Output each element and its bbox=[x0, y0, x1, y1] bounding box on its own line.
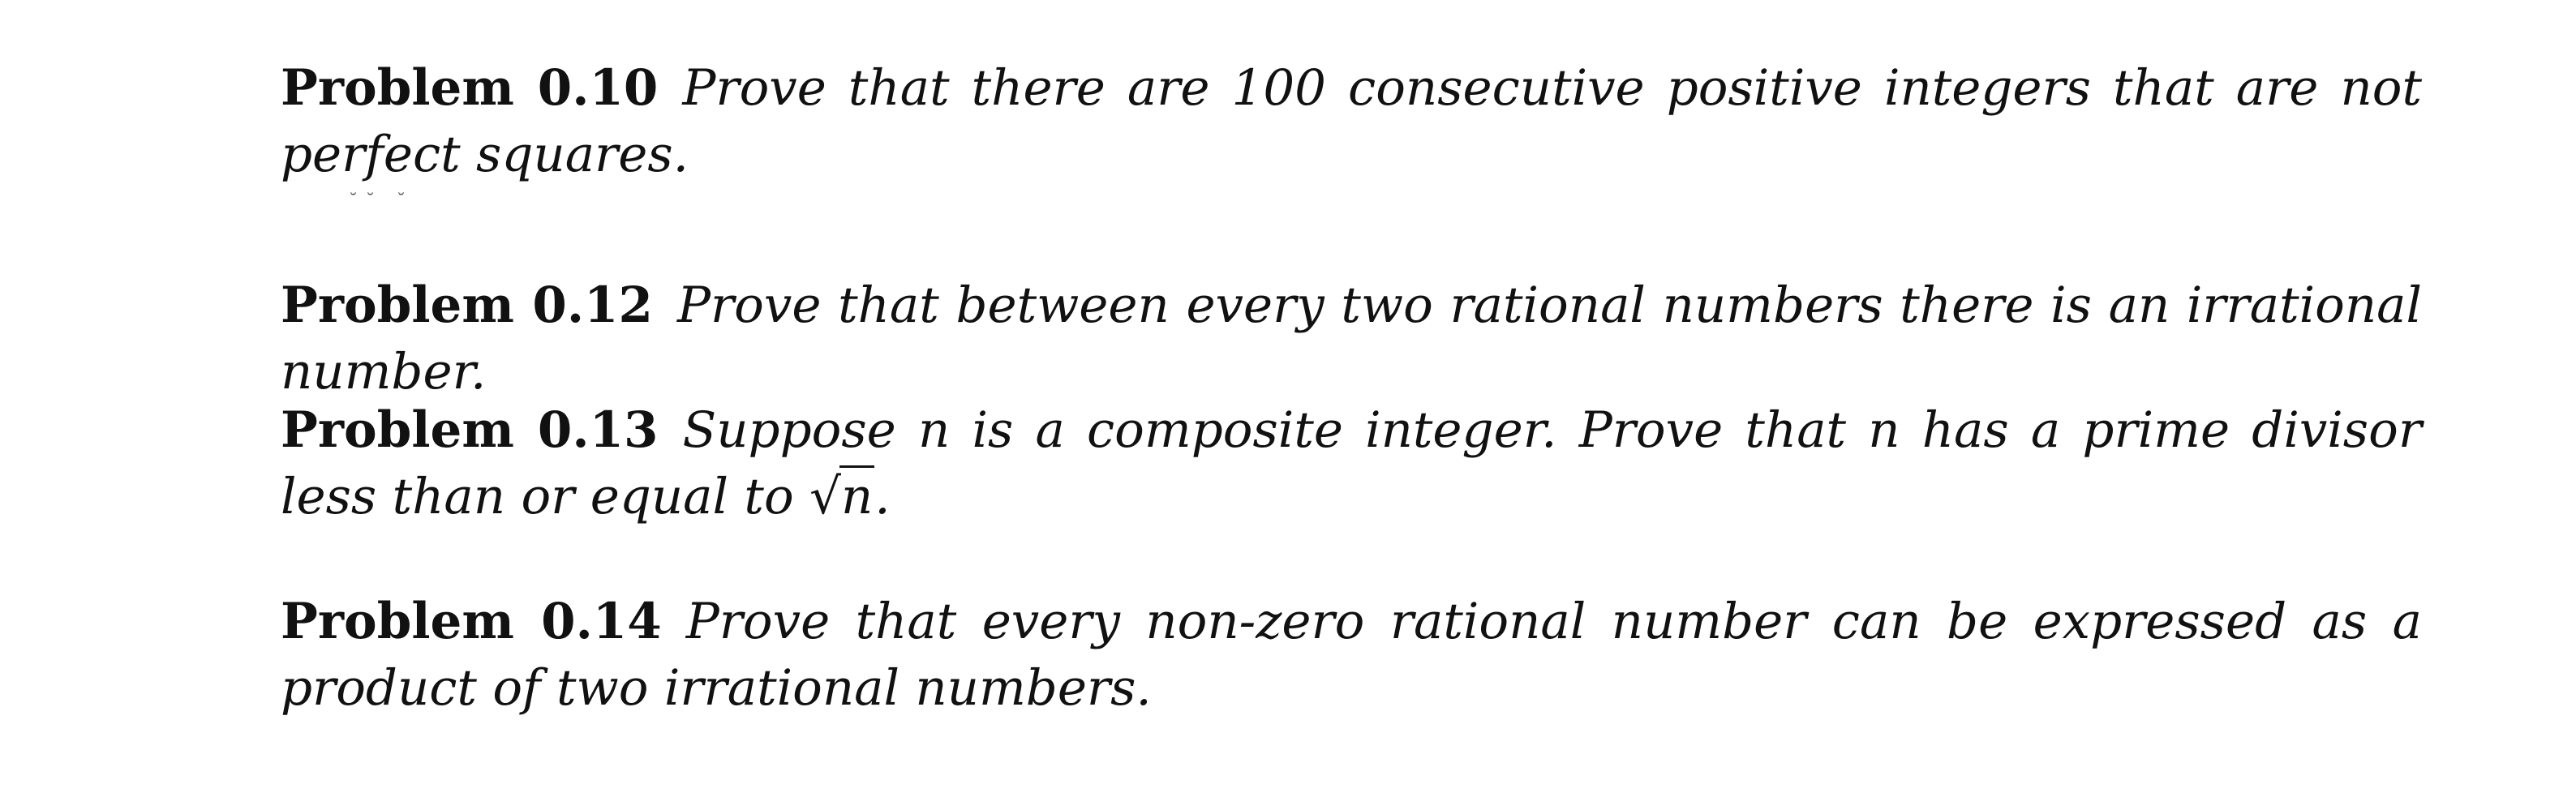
problem-label: Problem 0.13 bbox=[281, 401, 659, 459]
cropped-text-fragment: ˘˘ ˘ bbox=[349, 191, 414, 212]
problem-0-14 bbox=[281, 589, 2422, 722]
problem-0-12 bbox=[281, 272, 2422, 405]
radical-sign: √ bbox=[809, 468, 841, 525]
problem-0-13 bbox=[281, 397, 2422, 530]
problem-label: Problem 0.14 bbox=[281, 593, 662, 650]
problem-label: Problem 0.12 bbox=[281, 276, 653, 334]
problem-statement: Prove that every non-zero rational number can be expressed as a product of two irrational numbers. bbox=[281, 593, 2422, 717]
statement-end: . bbox=[874, 468, 891, 525]
problem-label: Problem 0.10 bbox=[281, 59, 659, 117]
problem-statement: Prove that between every two rational numbers there is an irrational number. bbox=[281, 276, 2422, 401]
problem-0-10 bbox=[281, 55, 2422, 188]
radicand: n bbox=[839, 465, 874, 525]
square-root bbox=[809, 464, 874, 530]
statement-text: Suppose n is a composite integer. Prove that n has a prime divisor less than or equal to bbox=[281, 401, 2422, 525]
problem-statement: Prove that there are 100 consecutive positive integers that are not perfect squares. bbox=[281, 59, 2422, 183]
